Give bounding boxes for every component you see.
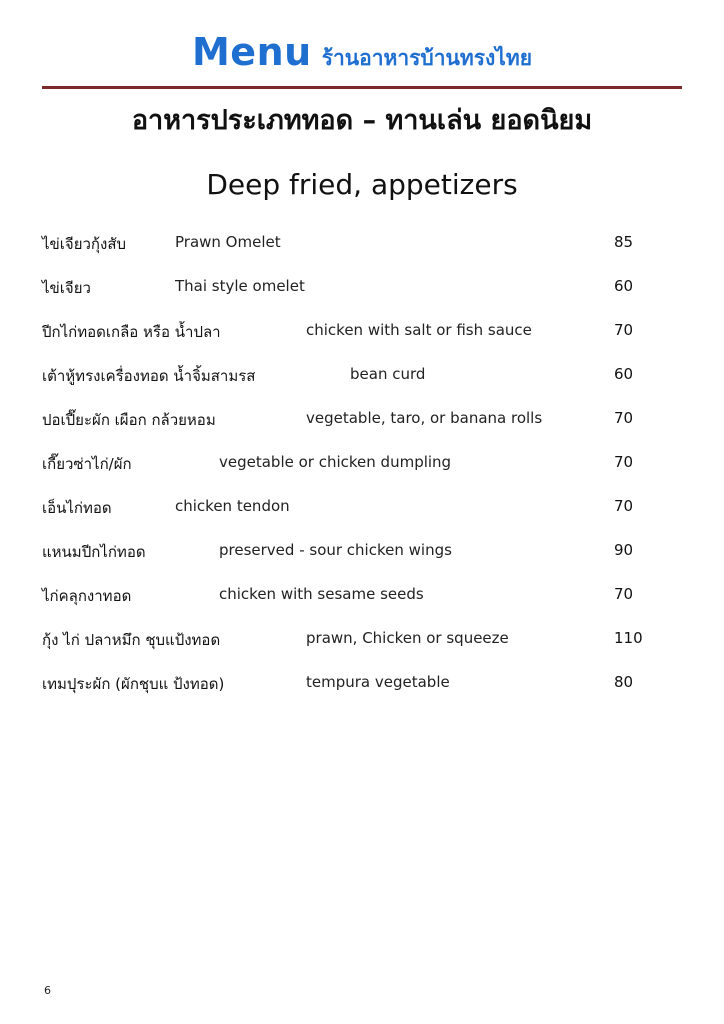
item-price: 110 bbox=[614, 629, 643, 647]
item-thai-name: เต้าหู้ทรงเครื่องทอด น้ำจิ้มสามรส bbox=[42, 367, 256, 385]
item-english-name: Prawn Omelet bbox=[175, 233, 281, 251]
item-thai-name: ปอเปี๊ยะผัก เผือก กล้วยหอม bbox=[42, 411, 216, 429]
item-price: 90 bbox=[614, 541, 634, 559]
restaurant-name: ร้านอาหารบ้านทรงไทย bbox=[321, 46, 532, 70]
item-thai-name: ปีกไก่ทอดเกลือ หรือ น้ำปลา bbox=[42, 323, 221, 341]
menu-item bbox=[0, 628, 724, 672]
item-price: 70 bbox=[614, 497, 634, 515]
item-price: 60 bbox=[614, 277, 634, 295]
item-thai-name: เกี๊ยวซ่าไก่/ผัก bbox=[42, 455, 132, 473]
menu-item bbox=[0, 672, 724, 716]
item-english-name: chicken with sesame seeds bbox=[219, 585, 424, 603]
menu-item bbox=[0, 276, 724, 320]
item-english-name: tempura vegetable bbox=[306, 673, 450, 691]
menu-item bbox=[0, 584, 724, 628]
page-number: 6 bbox=[44, 984, 51, 997]
section-title-english: Deep fried, appetizers bbox=[206, 168, 518, 201]
item-price: 80 bbox=[614, 673, 634, 691]
item-thai-name: เทมปุระผัก (ผักชุบแ ป้งทอด) bbox=[42, 675, 225, 693]
section-title-thai: อาหารประเภททอด – ทานเล่น ยอดนิยม bbox=[131, 105, 593, 136]
item-price: 70 bbox=[614, 585, 634, 603]
header-divider bbox=[42, 86, 682, 89]
item-english-name: Thai style omelet bbox=[175, 277, 305, 295]
item-price: 70 bbox=[614, 453, 634, 471]
item-english-name: vegetable, taro, or banana rolls bbox=[306, 409, 543, 427]
item-price: 70 bbox=[614, 409, 634, 427]
item-thai-name: แหนมปีกไก่ทอด bbox=[42, 543, 146, 561]
item-price: 60 bbox=[614, 365, 634, 383]
menu-item bbox=[0, 364, 724, 408]
item-english-name: bean curd bbox=[350, 365, 426, 383]
item-english-name: preserved - sour chicken wings bbox=[219, 541, 452, 559]
menu-header bbox=[0, 30, 724, 75]
item-thai-name: ไข่เจียวกุ้งสับ bbox=[42, 235, 127, 253]
menu-item bbox=[0, 320, 724, 364]
menu-item-list bbox=[0, 232, 724, 716]
menu-item bbox=[0, 408, 724, 452]
item-thai-name: ไก่คลุกงาทอด bbox=[42, 587, 132, 605]
item-thai-name: กุ้ง ไก่ ปลาหมึก ชุบแป้งทอด bbox=[42, 631, 221, 649]
item-thai-name: ไข่เจียว bbox=[42, 279, 91, 297]
menu-item bbox=[0, 540, 724, 584]
item-english-name: chicken tendon bbox=[175, 497, 290, 515]
item-english-name: chicken with salt or fish sauce bbox=[306, 321, 532, 339]
item-english-name: vegetable or chicken dumpling bbox=[219, 453, 452, 471]
item-english-name: prawn, Chicken or squeeze bbox=[306, 629, 509, 647]
menu-item bbox=[0, 452, 724, 496]
menu-item bbox=[0, 496, 724, 540]
menu-title: Menu bbox=[191, 30, 312, 74]
item-price: 85 bbox=[614, 233, 634, 251]
menu-item bbox=[0, 232, 724, 276]
item-thai-name: เอ็นไก่ทอด bbox=[42, 499, 112, 517]
item-price: 70 bbox=[614, 321, 634, 339]
